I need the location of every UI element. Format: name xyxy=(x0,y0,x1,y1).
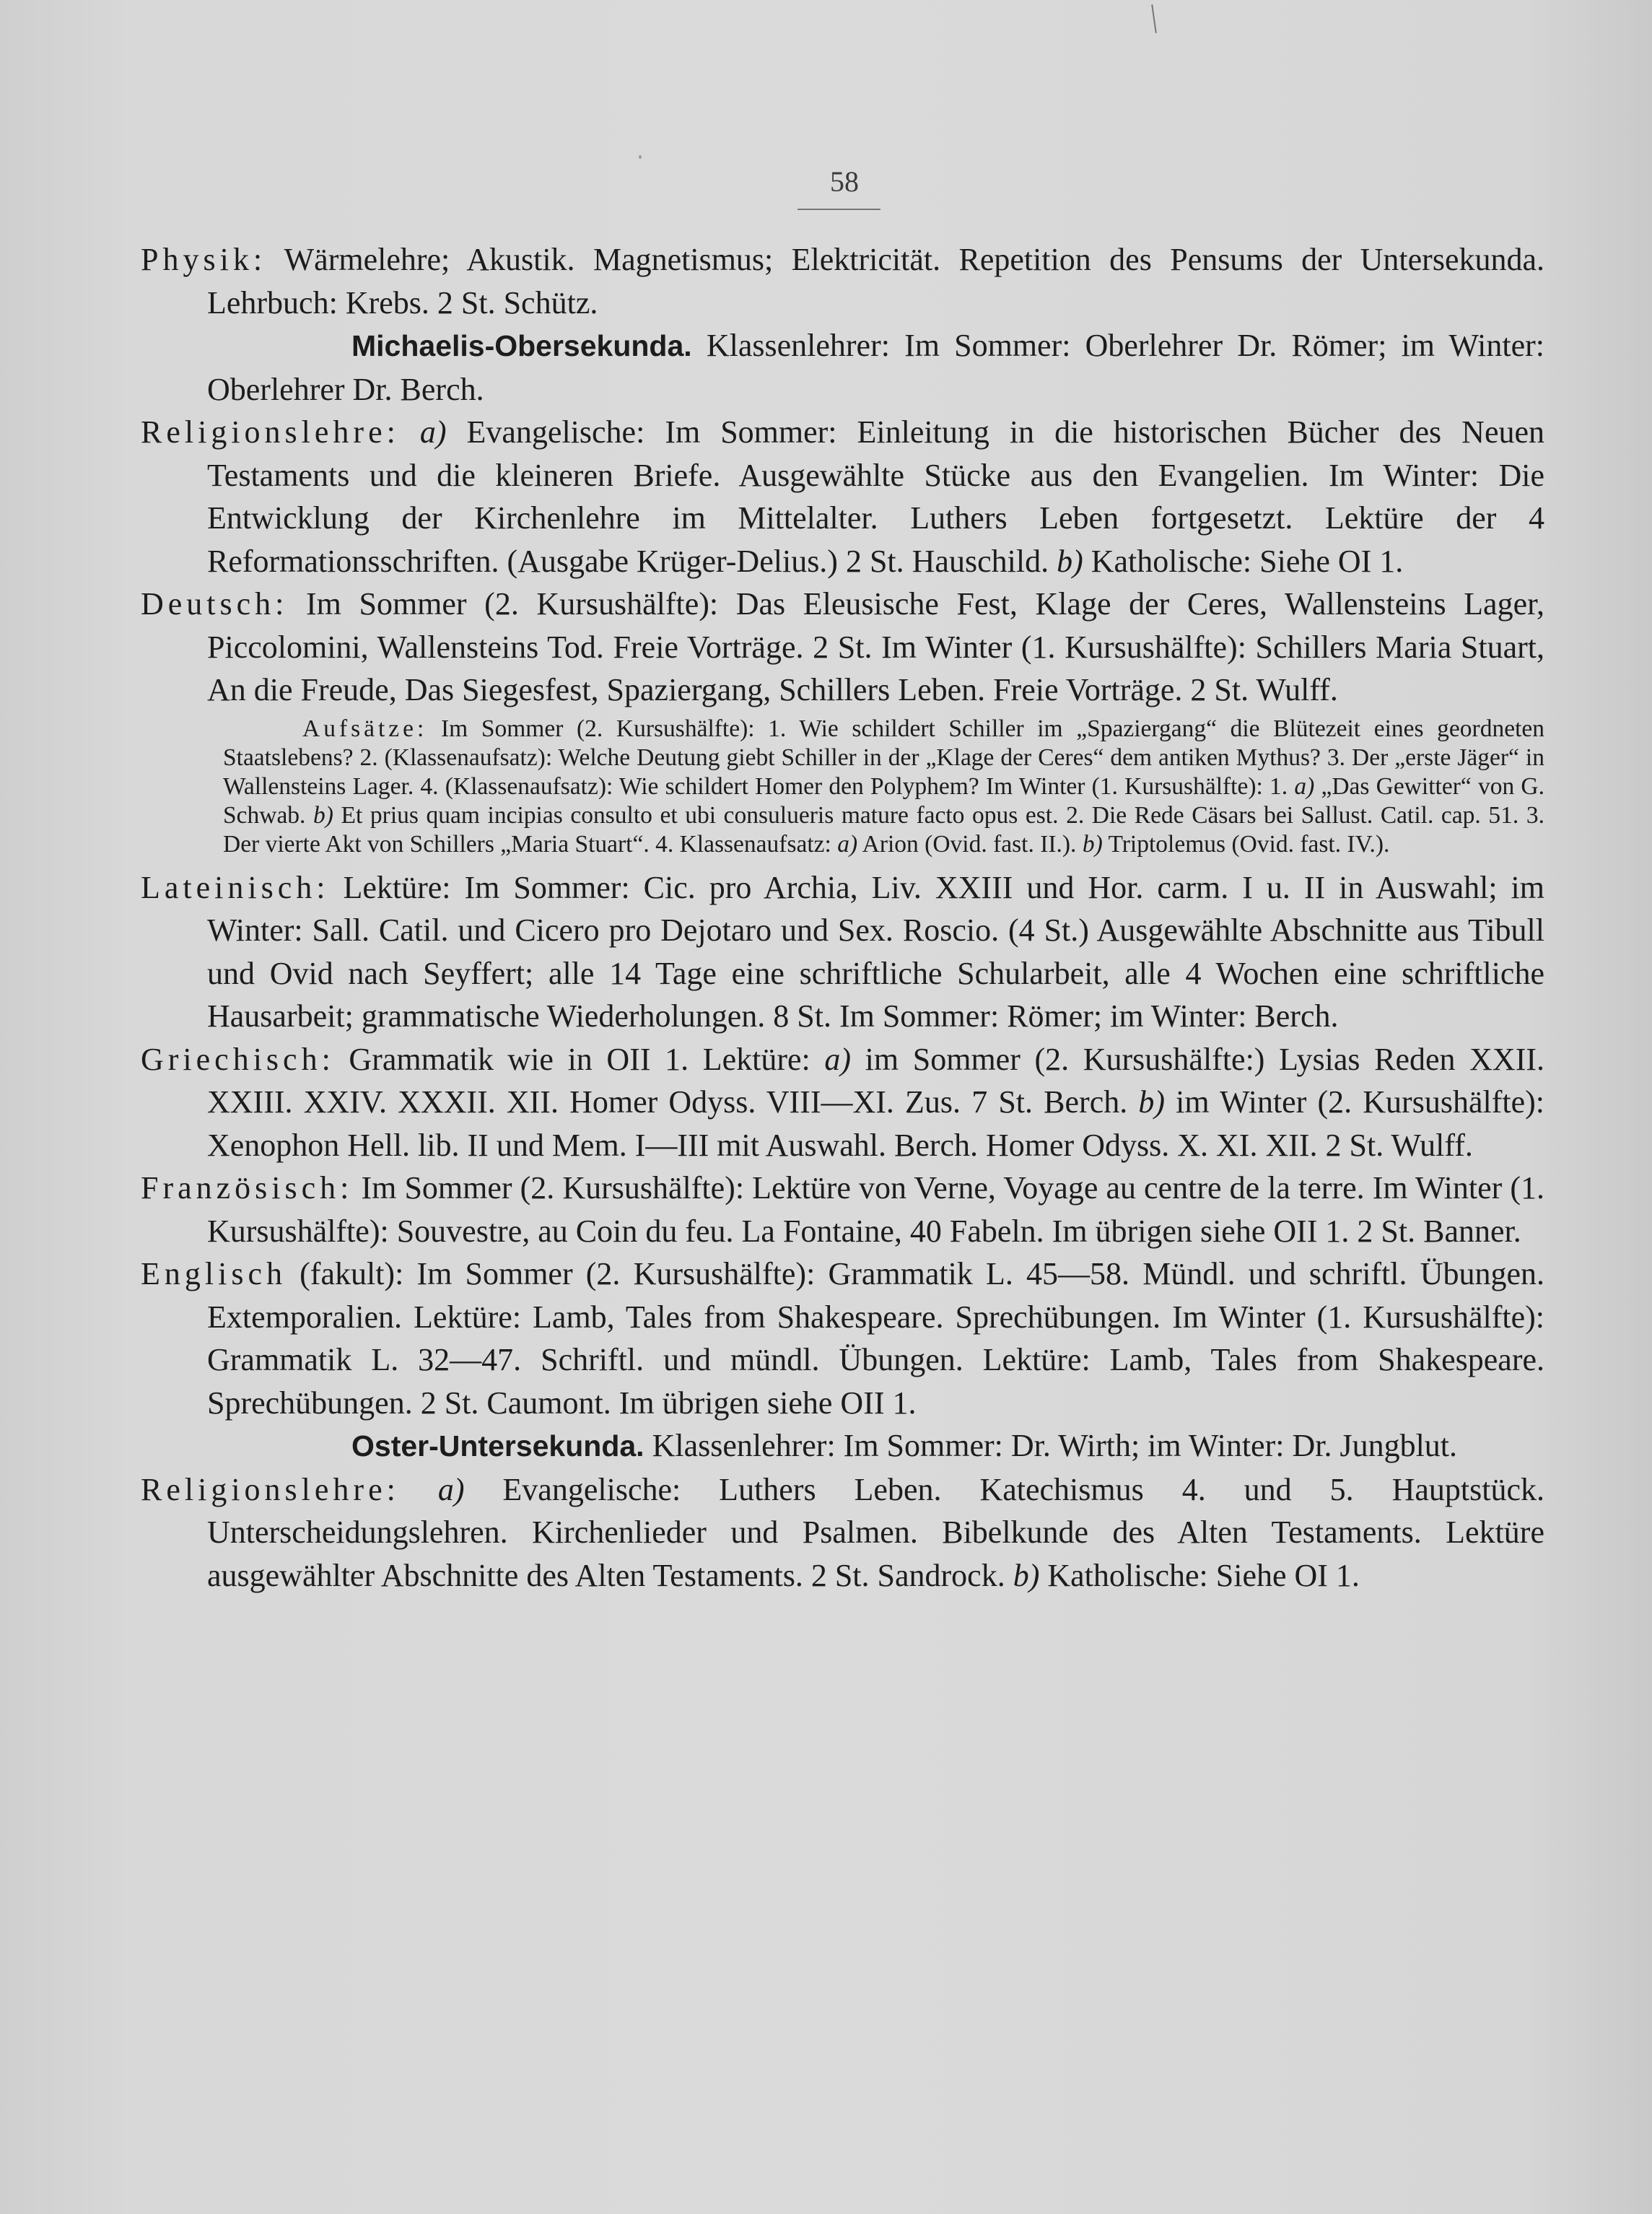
subject-label: Religionslehre: xyxy=(141,1471,400,1507)
class-heading-oster-untersekunda xyxy=(141,1424,1544,1468)
enum-marker: a) xyxy=(419,414,447,450)
enum-marker: b) xyxy=(1013,1557,1040,1593)
paragraph-text: Katholische: Siehe OI 1. xyxy=(1039,1557,1360,1593)
griechisch-paragraph xyxy=(141,1038,1544,1167)
subject-label: Lateinisch: xyxy=(141,869,330,905)
religionslehre-paragraph xyxy=(141,411,1544,583)
paragraph-text: Evangelische: Im Sommer: Einleitung in die historischen Bücher des Neuen Testaments und die kleineren Briefe. Ausgewählte Stücke aus den Evangelien. Im Winter: Die Entwicklung der Kirchenlehre im Mittelalter. Luthers Leben fortgesetzt. Lektüre der 4 Reformationsschriften. (Ausgabe Krüger-Delius.) 2 St. Hauschild. xyxy=(207,414,1545,579)
subject-label: Aufsätze: xyxy=(302,715,428,742)
franzoesisch-paragraph xyxy=(141,1167,1544,1252)
ink-mark xyxy=(1151,4,1157,33)
paragraph-text: Grammatik wie in OII 1. Lektüre: xyxy=(334,1041,810,1077)
enum-marker: b) xyxy=(1138,1084,1166,1120)
class-teachers: Klassenlehrer: Im Sommer: Dr. Wirth; im Winter: Dr. Jungblut. xyxy=(644,1428,1458,1463)
enum-marker: a) xyxy=(437,1471,465,1507)
class-name: Michaelis-Obersekunda. xyxy=(351,329,692,362)
enum-marker: b) xyxy=(1082,830,1103,858)
paper-speck xyxy=(639,155,642,159)
subject-label: Englisch xyxy=(141,1256,287,1291)
lateinisch-paragraph xyxy=(141,866,1544,1038)
paragraph-text: Arion (Ovid. fast. II.). xyxy=(857,830,1077,858)
class-heading-michaelis-obersekunda xyxy=(141,324,1544,411)
page-body xyxy=(141,238,1544,1597)
deutsch-paragraph xyxy=(141,583,1544,712)
paragraph-text: Katholische: Siehe OI 1. xyxy=(1083,543,1404,579)
aufsaetze-paragraph xyxy=(141,715,1544,859)
paragraph-text: Im Sommer (2. Kursushälfte): Lektüre von Verne, Voyage au centre de la terre. Im Winter (1. Kursushälfte): Souvestre, au Coin du feu. La Fontaine, 40 Fabeln. Im übrigen siehe OII 1. 2 St. Banner. xyxy=(207,1170,1544,1249)
page-number: 58 xyxy=(830,165,859,198)
paragraph-text: Lektüre: Im Sommer: Cic. pro Archia, Liv. XXIII und Hor. carm. I u. II in Auswahl; im Winter: Sall. Catil. und Cicero pro Dejotaro und Sex. Roscio. (4 St.) Ausgewählte Abschnitte aus Tibull und Ovid nach Seyffert; alle 14 Tage eine schriftliche Schularbeit, alle 4 Wochen eine schriftliche Hausarbeit; grammatische Wiederholungen. 8 St. Im Sommer: Römer; im Winter: Berch. xyxy=(207,869,1544,1034)
paragraph-text: im Sommer (2. Kursushälfte:) Lysias Reden XXII. XXIII. XXIV. XXXII. XII. Homer Odyss. VIII—XI. Zus. 7 St. Berch. xyxy=(207,1041,1545,1120)
englisch-paragraph xyxy=(141,1252,1544,1424)
subject-label: Französisch: xyxy=(141,1170,354,1206)
paragraph-text: (fakult): Im Sommer (2. Kursushälfte): Grammatik L. 45—58. Mündl. und schriftl. Übungen. Extemporalien. Lektüre: Lamb, Tales from Shakespeare. Sprechübungen. Im Winter (1. Kursushälfte): Grammatik L. 32—47. Schriftl. und mündl. Übungen. Lektüre: Lamb, Tales from Shakespeare. Sprechübungen. 2 St. Caumont. Im übrigen siehe OII 1. xyxy=(207,1256,1544,1421)
paragraph-text: Triptolemus (Ovid. fast. IV.). xyxy=(1102,830,1390,858)
enum-marker: a) xyxy=(837,830,858,858)
enum-marker: a) xyxy=(1294,772,1315,800)
class-name: Oster-Untersekunda. xyxy=(351,1429,644,1463)
enum-marker: b) xyxy=(1057,543,1083,579)
paragraph-text: Im Sommer (2. Kursushälfte): 1. Wie schildert Schiller im „Spaziergang“ die Blütezeit eines geordneten Staatslebens? 2. (Klassenaufsatz): Welche Deutung giebt Schiller in der „Klage der Ceres“ dem antiken Mythus? 3. Der „erste Jäger“ in Wallensteins Lager. 4. (Klassenaufsatz): Wie schildert Homer den Polyphem? Im Winter (1. Kursushälfte): 1. xyxy=(223,715,1544,800)
subject-label: Physik: xyxy=(141,242,267,277)
paragraph-text: Evangelische: Luthers Leben. Katechismus 4. und 5. Hauptstück. Unterscheidungslehren. Kirchenlieder und Psalmen. Bibelkunde des Alten Testaments. Lektüre ausgewählter Abschnitte des Alten Testaments. 2 St. Sandrock. xyxy=(207,1471,1544,1593)
subject-label: Religionslehre: xyxy=(141,414,400,450)
religionslehre-paragraph-untersekunda xyxy=(141,1468,1544,1598)
subject-label: Deutsch: xyxy=(141,586,289,622)
class-teachers: Klassenlehrer: Im Sommer: Oberlehrer Dr. Römer; im Winter: Oberlehrer Dr. Berch. xyxy=(207,328,1544,407)
physik-paragraph xyxy=(141,238,1544,324)
page-number-rule xyxy=(797,209,880,210)
enum-marker: b) xyxy=(313,801,333,829)
paragraph-text: Wärmelehre; Akustik. Magnetismus; Elektricität. Repetition des Pensums der Untersekunda. Lehrbuch: Krebs. 2 St. Schütz. xyxy=(207,242,1544,321)
paragraph-text: im Winter (2. Kursushälfte): Xenophon Hell. lib. II und Mem. I—III mit Auswahl. Berch. Homer Odyss. X. XI. XII. 2 St. Wulff. xyxy=(207,1084,1544,1163)
enum-marker: a) xyxy=(824,1041,852,1077)
subject-label: Griechisch: xyxy=(141,1041,335,1077)
paragraph-text: Et prius quam incipias consulto et ubi consulueris mature facto opus est. 2. Die Rede Cäsars bei Sallust. Catil. cap. 51. 3. Der vierte Akt von Schillers „Maria Stuart“. 4. Klassenaufsatz: xyxy=(223,801,1544,858)
paragraph-text: Im Sommer (2. Kursushälfte): Das Eleusische Fest, Klage der Ceres, Wallensteins Lager, Piccolomini, Wallensteins Tod. Freie Vorträge. 2 St. Im Winter (1. Kursushälfte): Schillers Maria Stuart, An die Freude, Das Siegesfest, Spaziergang, Schillers Leben. Freie Vorträge. 2 St. Wulff. xyxy=(207,586,1544,707)
paragraph-text: „Das Gewitter“ von G. Schwab. xyxy=(223,772,1544,829)
